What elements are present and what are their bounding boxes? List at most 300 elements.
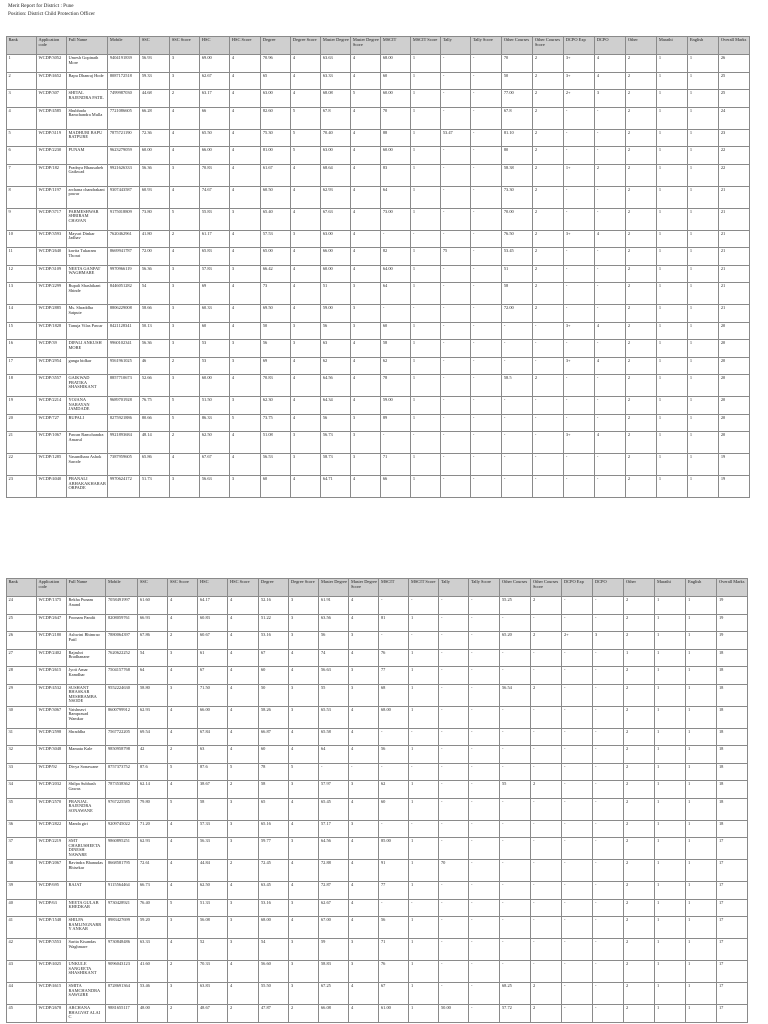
table-cell: 1 xyxy=(409,781,439,799)
table-cell: - xyxy=(469,614,500,632)
table-cell: - xyxy=(562,798,593,820)
table-cell: 4 xyxy=(230,107,261,129)
table-cell: 17 xyxy=(717,917,748,939)
table-row xyxy=(7,961,748,983)
table-cell: 66.00 xyxy=(321,248,351,266)
table-cell: - xyxy=(471,164,502,186)
table-cell: - xyxy=(500,917,531,939)
table-cell: 8208059761 xyxy=(106,614,138,632)
table-cell: archana chandrakant pawar xyxy=(67,186,108,208)
table-cell: - xyxy=(531,728,562,746)
table-cell: 1 xyxy=(688,432,719,454)
table-cell: 33 xyxy=(7,763,37,781)
column-header: Overall Marks xyxy=(717,579,748,597)
table-cell: - xyxy=(381,305,411,323)
table-cell: 4 xyxy=(230,432,261,454)
table-cell: - xyxy=(471,208,502,230)
table-cell: - xyxy=(502,340,533,358)
table-cell: WCDP/4585 xyxy=(37,107,67,129)
table-cell: 58 xyxy=(198,798,228,820)
table-cell: 60.00 xyxy=(381,147,411,165)
table-cell: - xyxy=(502,414,533,432)
table-cell: - xyxy=(471,186,502,208)
table-row xyxy=(7,397,750,415)
table-cell: 1 xyxy=(657,375,688,397)
table-cell: 3+ xyxy=(564,322,595,340)
table-cell: - xyxy=(564,305,595,323)
table-cell: 1 xyxy=(686,899,717,917)
table-cell: WCDP/2180 xyxy=(37,632,67,650)
table-cell: Ashwini Bhimrao Patil xyxy=(67,632,106,650)
table-cell: 5 xyxy=(291,129,321,147)
table-cell: 4 xyxy=(351,265,381,283)
table-cell: 4 xyxy=(595,230,626,248)
table-cell: 1 xyxy=(686,649,717,667)
table-cell: 1 xyxy=(655,899,686,917)
table-cell: 1 xyxy=(655,882,686,900)
table-cell: 9960102341 xyxy=(108,340,140,358)
table-cell: 1 xyxy=(655,746,686,764)
table-cell: 5 xyxy=(228,763,259,781)
table-cell: WCDP/3067 xyxy=(37,706,67,728)
table-cell: 88 xyxy=(381,129,411,147)
table-cell: 1 xyxy=(411,55,441,73)
table-cell: WCDP/2219 xyxy=(37,838,67,860)
table-cell: 2 xyxy=(626,432,657,454)
table-cell: 24 xyxy=(7,597,37,615)
column-header: Master Degree Score xyxy=(351,37,381,55)
table-cell: - xyxy=(441,322,471,340)
table-cell: 20 xyxy=(719,397,750,415)
table-cell: 9850958798 xyxy=(106,746,138,764)
table-cell: WCDP/727 xyxy=(37,414,67,432)
table-cell: Ms. Shraddha Satpute xyxy=(67,305,108,323)
report-title: Merit Report for District : Pune xyxy=(8,3,74,9)
table-cell: 62.67 xyxy=(200,72,230,90)
table-cell: - xyxy=(531,798,562,820)
table-cell: - xyxy=(564,186,595,208)
table-cell: 55 xyxy=(319,684,349,706)
table-cell: WCDP/4652 xyxy=(37,72,67,90)
table-cell: 1 xyxy=(657,357,688,375)
table-cell: WCDP/3048 xyxy=(37,746,67,764)
table-cell: - xyxy=(562,961,593,983)
table-cell: - xyxy=(593,961,624,983)
table-cell: 4 xyxy=(351,230,381,248)
table-cell: 41.80 xyxy=(140,230,170,248)
table-cell: - xyxy=(500,961,531,983)
table-cell: 75 xyxy=(441,248,471,266)
table-cell: 3 xyxy=(349,667,379,685)
table-cell: - xyxy=(531,860,562,882)
table-cell: - xyxy=(593,746,624,764)
table-cell: 1 xyxy=(411,375,441,397)
table-cell: - xyxy=(441,454,471,476)
table-cell: 9767225585 xyxy=(106,798,138,820)
table-cell: 58.66 xyxy=(140,305,170,323)
table-cell: 4 xyxy=(351,375,381,397)
table-cell: 2 xyxy=(624,781,655,799)
table-cell: NEETA GANPAT WAGHMARE xyxy=(67,265,108,283)
table-cell: 2 xyxy=(626,454,657,476)
column-header: Other xyxy=(624,579,655,597)
table-cell: 2 xyxy=(626,476,657,498)
table-cell: 76 xyxy=(379,961,409,983)
table-cell: 89 xyxy=(381,414,411,432)
table-cell: 52.16 xyxy=(259,597,289,615)
table-cell: WCDP/2615 xyxy=(37,667,67,685)
table-cell: 4 xyxy=(228,667,259,685)
table-cell: 8857710673 xyxy=(108,375,140,397)
table-cell: 1 xyxy=(688,208,719,230)
table-cell: 4 xyxy=(170,248,200,266)
table-cell: 9552224630 xyxy=(106,684,138,706)
table-cell: 56.63 xyxy=(319,667,349,685)
table-cell: Ravindra Bhanudas Bhisekar xyxy=(67,860,106,882)
table-cell: 4 xyxy=(168,860,198,882)
table-cell: 3 xyxy=(289,684,319,706)
table-cell: 2 xyxy=(626,357,657,375)
table-cell: Divya Sonawane xyxy=(67,763,106,781)
table-cell: 71.20 xyxy=(138,820,168,838)
table-cell: 9970624172 xyxy=(108,476,140,498)
table-cell: 53.47 xyxy=(441,129,471,147)
table-cell: 3 xyxy=(349,820,379,838)
table-cell: 4 xyxy=(349,1005,379,1023)
column-header: English xyxy=(688,37,719,55)
table-cell: - xyxy=(531,746,562,764)
table-cell: 4 xyxy=(289,746,319,764)
table-cell: - xyxy=(533,340,564,358)
table-cell: 18 xyxy=(717,798,748,820)
table-cell: 4 xyxy=(228,746,259,764)
table-cell: 71 xyxy=(379,939,409,961)
table-cell: 3 xyxy=(289,899,319,917)
table-cell: - xyxy=(471,55,502,73)
table-cell: - xyxy=(562,614,593,632)
table-cell: 2 xyxy=(531,684,562,706)
table-cell: ganga bidkar xyxy=(67,357,108,375)
table-cell: 4 xyxy=(351,107,381,129)
table-cell: 2 xyxy=(624,1005,655,1023)
table-cell: 2 xyxy=(533,208,564,230)
table-cell: 3 xyxy=(291,454,321,476)
table-cell: 1 xyxy=(409,983,439,1005)
table-cell: 42 xyxy=(7,939,37,961)
table-cell: 3 xyxy=(289,614,319,632)
table-cell: - xyxy=(471,305,502,323)
table-row xyxy=(7,728,748,746)
table-cell: SMT CHARUSHEETA DINESH NAWARE xyxy=(67,838,106,860)
table-cell: 2+ xyxy=(562,632,593,650)
table-cell: 2 xyxy=(531,632,562,650)
table-cell: 8669941787 xyxy=(108,248,140,266)
table-cell: 58.73 xyxy=(321,454,351,476)
table-cell: 2 xyxy=(626,164,657,186)
table-cell: 4 xyxy=(351,357,381,375)
table-cell: 8 xyxy=(7,186,37,208)
table-cell: - xyxy=(595,476,626,498)
table-cell: - xyxy=(593,649,624,667)
table-cell: 3 xyxy=(170,305,200,323)
table-cell: 4 xyxy=(7,107,37,129)
table-row xyxy=(7,917,748,939)
table-cell: 70 xyxy=(502,55,533,73)
table-cell: 2 xyxy=(533,186,564,208)
table-cell: - xyxy=(564,129,595,147)
table-cell: 21 xyxy=(719,186,750,208)
column-header: DCPO Exp xyxy=(562,579,593,597)
table-row xyxy=(7,746,748,764)
table-cell: - xyxy=(595,397,626,415)
table-cell: 5 xyxy=(230,414,261,432)
table-cell: WCDP/307 xyxy=(37,90,67,108)
table-cell: 66.28 xyxy=(140,107,170,129)
table-body xyxy=(7,55,750,498)
table-cell: 3+ xyxy=(564,72,595,90)
table-cell: 3 xyxy=(170,476,200,498)
table-cell: 36 xyxy=(7,820,37,838)
table-cell: 51 xyxy=(502,265,533,283)
table-cell: 59.33 xyxy=(140,72,170,90)
table-cell: 3 xyxy=(291,340,321,358)
table-cell: - xyxy=(500,882,531,900)
table-cell: 2 xyxy=(624,838,655,860)
table-cell: - xyxy=(593,917,624,939)
table-cell: 2 xyxy=(624,860,655,882)
table-cell: 1 xyxy=(686,763,717,781)
table-cell: 1 xyxy=(686,939,717,961)
table-cell: - xyxy=(471,90,502,108)
table-cell: 66.00 xyxy=(198,706,228,728)
table-cell: 68.08 xyxy=(321,90,351,108)
table-cell: - xyxy=(471,414,502,432)
table-cell: 1 xyxy=(409,838,439,860)
table-cell: 1 xyxy=(686,961,717,983)
table-cell: - xyxy=(502,454,533,476)
table-cell: - xyxy=(500,820,531,838)
table-cell: RAJAT xyxy=(67,882,106,900)
table-cell: 2 xyxy=(624,899,655,917)
table-cell: 20 xyxy=(719,322,750,340)
table-cell: - xyxy=(471,454,502,476)
table-cell: 62.14 xyxy=(138,781,168,799)
table-cell: 4 xyxy=(170,147,200,165)
table-cell: 4 xyxy=(230,129,261,147)
table-cell: - xyxy=(593,684,624,706)
table-cell: 9115564464 xyxy=(106,882,138,900)
table-cell: 1 xyxy=(409,649,439,667)
table-cell: 67.8 xyxy=(321,107,351,129)
table-cell: 4 xyxy=(349,614,379,632)
table-cell: 4 xyxy=(230,375,261,397)
table-cell: WCDP/3593 xyxy=(37,230,67,248)
merit-table-page-2 xyxy=(6,578,748,1023)
table-row xyxy=(7,340,750,358)
table-cell: 1 xyxy=(411,397,441,415)
table-row xyxy=(7,763,748,781)
column-header: Other xyxy=(626,37,657,55)
table-cell: 51 xyxy=(321,283,351,305)
table-cell: 83 xyxy=(381,164,411,186)
table-cell: - xyxy=(562,860,593,882)
table-cell: - xyxy=(439,983,469,1005)
table-cell: 2 xyxy=(168,1005,198,1023)
table-cell: 4 xyxy=(230,322,261,340)
table-cell: 2 xyxy=(624,728,655,746)
table-cell: 9921893684 xyxy=(108,432,140,454)
table-cell: 3 xyxy=(228,798,259,820)
table-cell: 8087172518 xyxy=(108,72,140,90)
table-row xyxy=(7,375,750,397)
table-cell: 59.00 xyxy=(381,397,411,415)
table-cell: 67.25 xyxy=(319,983,349,1005)
table-cell: - xyxy=(441,72,471,90)
table-cell: 1 xyxy=(655,939,686,961)
table-cell: WCDP/4532 xyxy=(37,684,67,706)
table-cell: 2 xyxy=(626,283,657,305)
table-cell: 18 xyxy=(717,763,748,781)
table-row xyxy=(7,1005,748,1023)
table-cell: 19 xyxy=(717,597,748,615)
table-cell: 82 xyxy=(381,248,411,266)
table-cell: - xyxy=(593,706,624,728)
column-header: DCPO xyxy=(593,579,624,597)
table-cell: 1 xyxy=(655,781,686,799)
table-cell: 18 xyxy=(717,746,748,764)
table-cell: WCDP/2647 xyxy=(37,614,67,632)
table-cell: - xyxy=(593,781,624,799)
table-cell: 1 xyxy=(686,746,717,764)
table-row xyxy=(7,72,750,90)
table-cell: 1 xyxy=(411,107,441,129)
table-cell: - xyxy=(441,55,471,73)
table-cell: 46 xyxy=(140,357,170,375)
table-cell: - xyxy=(439,820,469,838)
table-cell: 58.83 xyxy=(319,961,349,983)
table-cell: 30 xyxy=(7,706,37,728)
table-cell: 3 xyxy=(230,208,261,230)
table-cell: - xyxy=(500,614,531,632)
table-cell: 3 xyxy=(170,72,200,90)
table-cell: - xyxy=(411,432,441,454)
table-cell: 3 xyxy=(595,90,626,108)
table-cell: 21 xyxy=(719,265,750,283)
table-cell: 1 xyxy=(688,283,719,305)
table-cell: - xyxy=(595,454,626,476)
table-cell: 4 xyxy=(168,706,198,728)
table-cell: 4 xyxy=(291,208,321,230)
table-cell: 1 xyxy=(655,632,686,650)
table-cell: 5 xyxy=(289,763,319,781)
table-cell: - xyxy=(593,860,624,882)
table-cell: 50 xyxy=(502,72,533,90)
table-cell: 55 xyxy=(500,781,531,799)
table-cell: 4 xyxy=(291,283,321,305)
table-cell: 9689701928 xyxy=(108,397,140,415)
table-cell: 4 xyxy=(170,129,200,147)
table-cell: 2 xyxy=(624,882,655,900)
table-cell: - xyxy=(469,706,500,728)
table-cell: 58.80 xyxy=(138,684,168,706)
table-cell: 48.00 xyxy=(138,1005,168,1023)
table-cell: 86.33 xyxy=(200,414,230,432)
table-cell: WCDP/2032 xyxy=(37,781,67,799)
table-cell: 61 xyxy=(198,649,228,667)
table-cell: 21 xyxy=(7,432,37,454)
table-cell: 4 xyxy=(228,706,259,728)
table-cell: 4 xyxy=(351,476,381,498)
table-cell: 9730428921 xyxy=(106,899,138,917)
table-cell: - xyxy=(441,208,471,230)
table-cell: - xyxy=(500,838,531,860)
table-cell: 4 xyxy=(230,283,261,305)
table-cell: 67.00 xyxy=(319,917,349,939)
table-cell: 1 xyxy=(657,322,688,340)
table-cell: 63.00 xyxy=(321,230,351,248)
table-cell: 56 xyxy=(319,632,349,650)
table-cell: 1 xyxy=(686,983,717,1005)
table-cell: - xyxy=(562,684,593,706)
table-cell: - xyxy=(471,322,502,340)
table-cell: 72.87 xyxy=(319,882,349,900)
table-cell: WCDP/2067 xyxy=(37,860,67,882)
table-cell: WCDP/1548 xyxy=(37,917,67,939)
table-cell: 76.40 xyxy=(138,899,168,917)
table-cell: 1 xyxy=(686,667,717,685)
table-cell: Mamata Kale xyxy=(67,746,106,764)
table-cell: 8600799912 xyxy=(106,706,138,728)
table-cell: 1 xyxy=(688,265,719,283)
table-cell: 81.00 xyxy=(261,147,291,165)
table-cell: 73 xyxy=(261,283,291,305)
table-cell: 10 xyxy=(7,230,37,248)
table-cell: Shilpa Subhash Gawas xyxy=(67,781,106,799)
table-cell: 1 xyxy=(411,147,441,165)
table-row xyxy=(7,632,748,650)
table-cell: 1 xyxy=(657,454,688,476)
table-cell: 56.54 xyxy=(500,684,531,706)
table-cell: WCDP/4040 xyxy=(37,476,67,498)
table-cell: 2 xyxy=(626,305,657,323)
table-cell: 2 xyxy=(626,147,657,165)
table-cell: WCDP/3052 xyxy=(37,55,67,73)
table-cell: 19 xyxy=(7,397,37,415)
table-cell: - xyxy=(562,781,593,799)
table-cell: - xyxy=(471,147,502,165)
table-cell: - xyxy=(595,107,626,129)
table-cell: 2 xyxy=(228,1005,259,1023)
table-cell: 3 xyxy=(351,283,381,305)
table-cell: 3 xyxy=(7,90,37,108)
table-cell: 53.45 xyxy=(502,248,533,266)
table-cell: 11 xyxy=(7,248,37,266)
table-cell: 1 xyxy=(411,283,441,305)
table-cell: - xyxy=(564,454,595,476)
table-cell: 65.86 xyxy=(140,454,170,476)
table-cell: 54 xyxy=(140,283,170,305)
table-cell: 4 xyxy=(595,322,626,340)
table-cell: 4 xyxy=(228,684,259,706)
table-cell: 4 xyxy=(168,614,198,632)
table-cell: 91 xyxy=(379,860,409,882)
table-header-row xyxy=(7,579,748,597)
table-cell: 18 xyxy=(7,375,37,397)
table-cell: 4 xyxy=(595,432,626,454)
table-cell: 63.17 xyxy=(200,90,230,108)
table-cell: - xyxy=(471,283,502,305)
table-cell: 62.93 xyxy=(138,706,168,728)
